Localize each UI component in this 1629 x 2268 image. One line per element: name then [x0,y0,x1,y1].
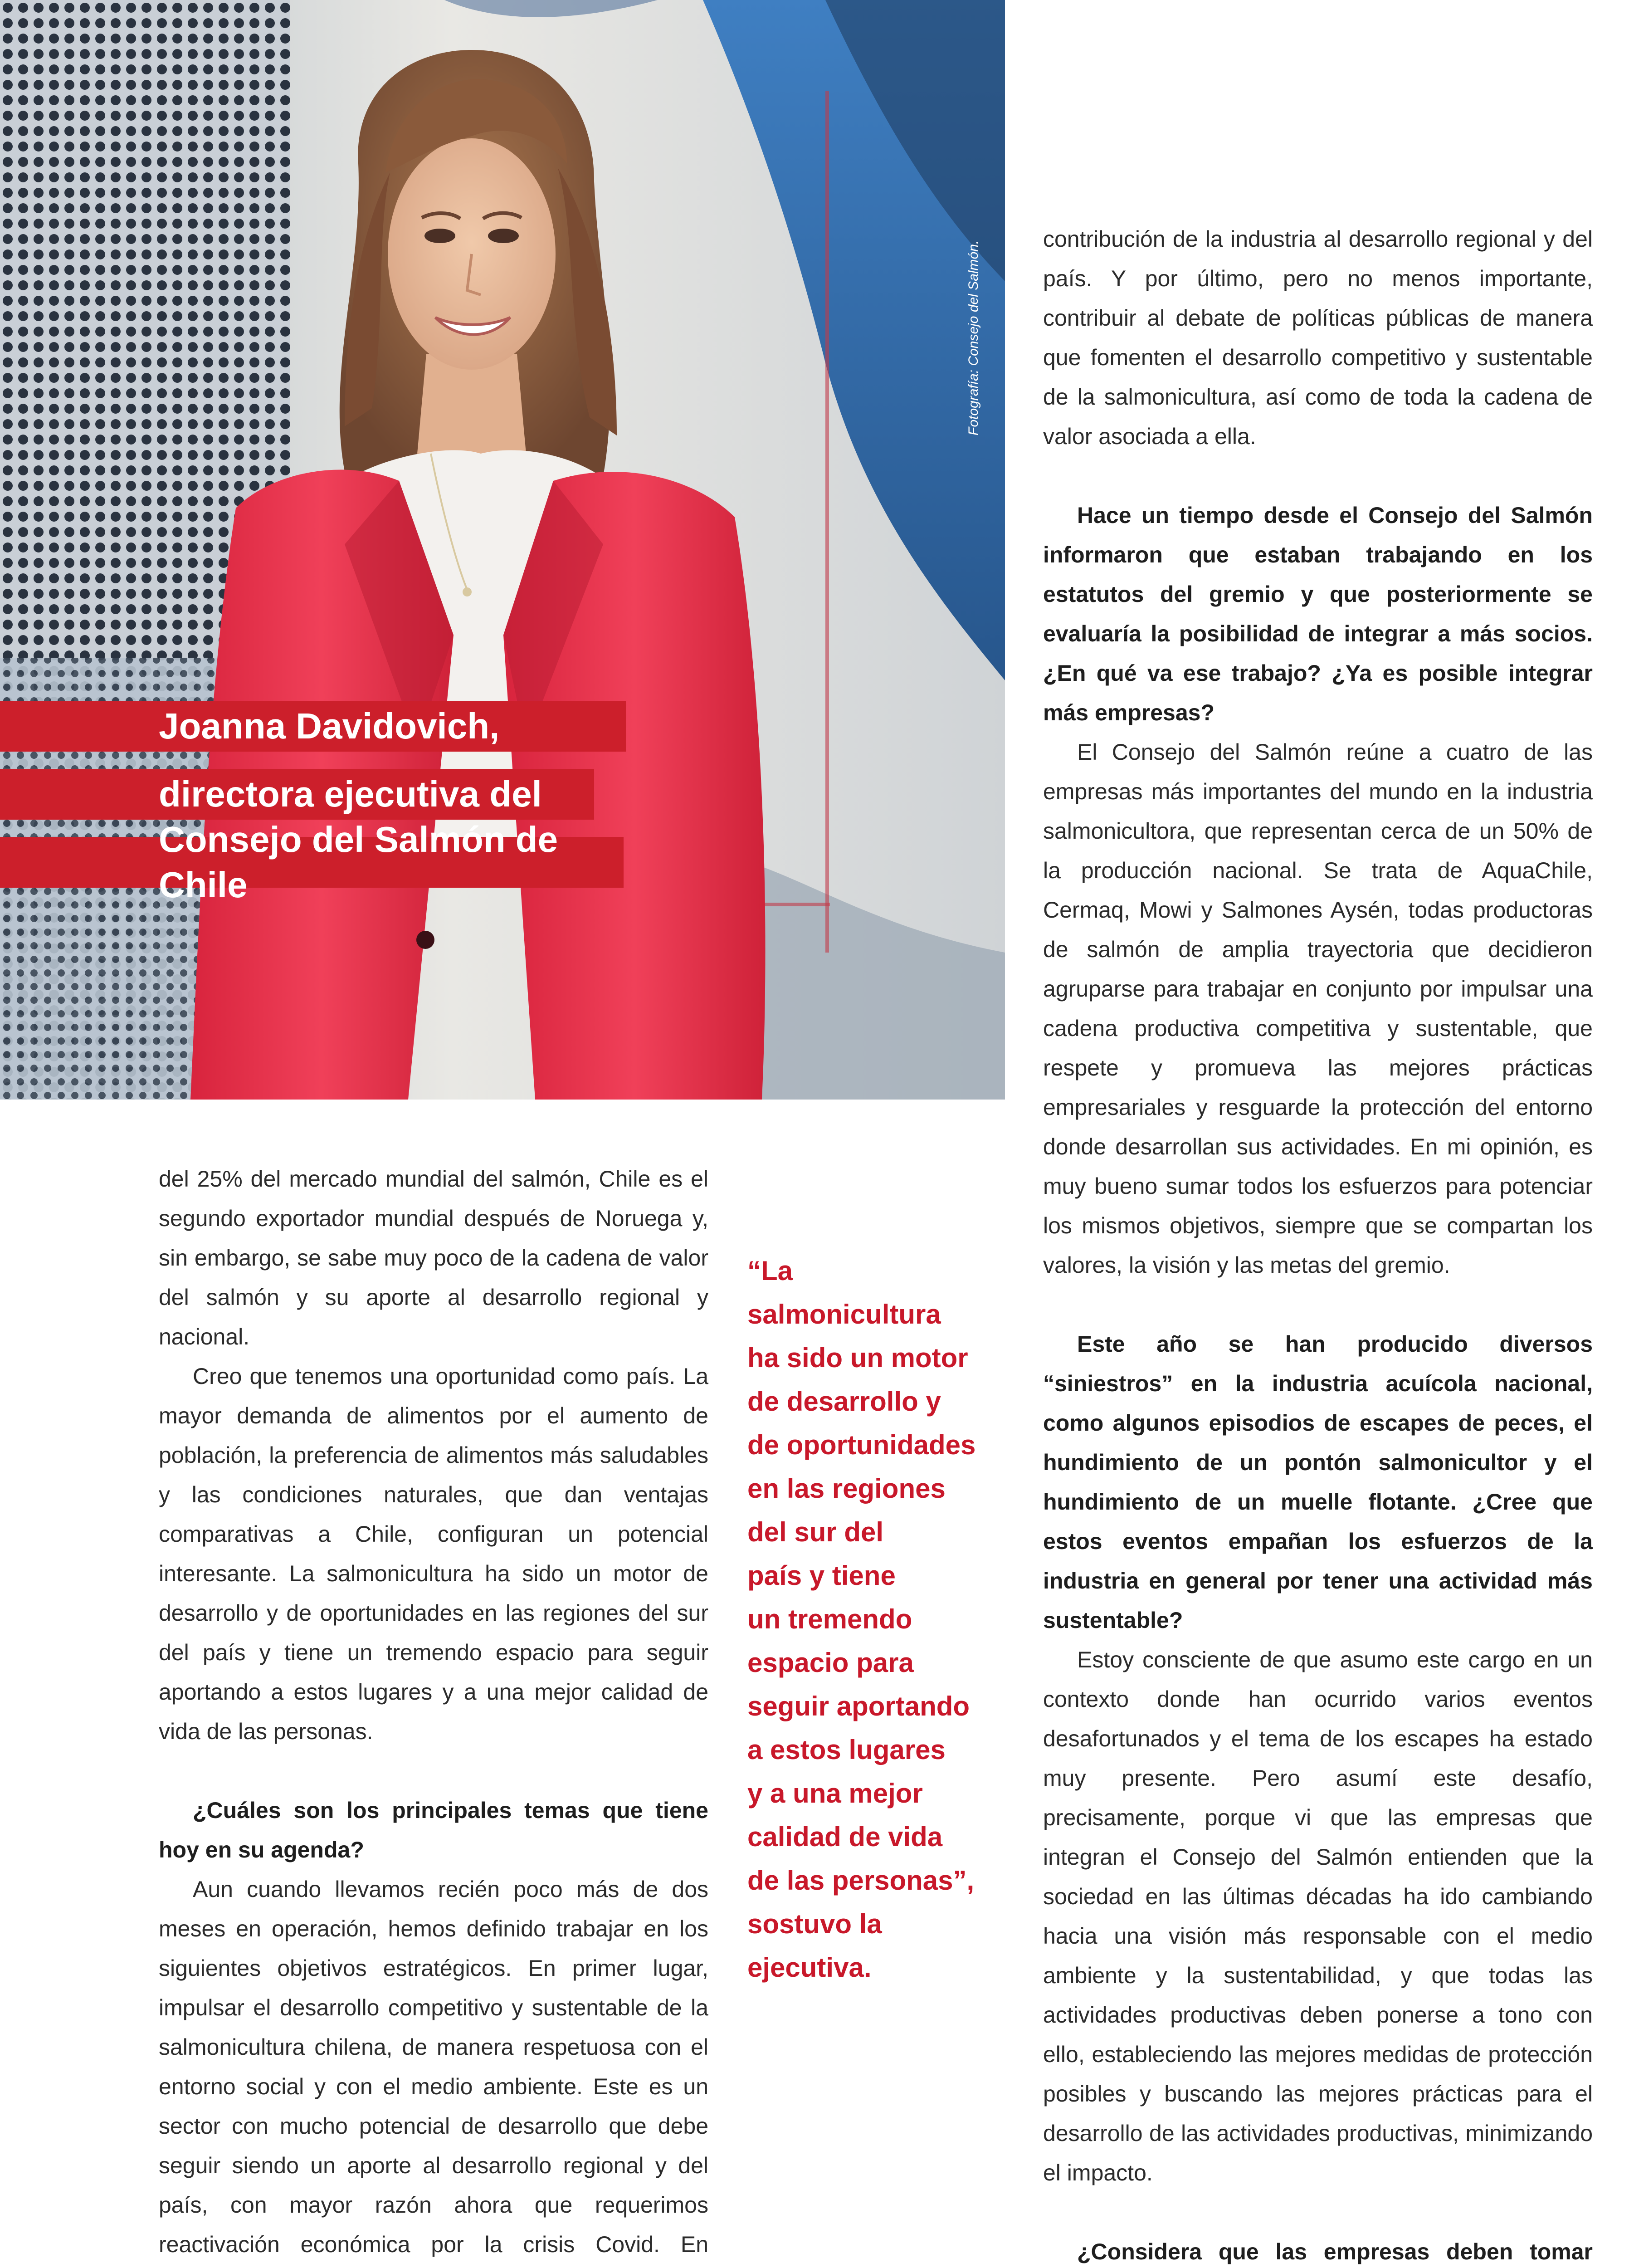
pull-quote-line: del sur del [747,1517,884,1547]
photo-credit-text: Fotografía: Consejo del Salmón. [966,240,981,435]
article-paragraph: El Consejo del Salmón reúne a cuatro de las empresas más importantes del mundo en la industria salmonicultora, que representan cerca de un 50% de la producción nacional. Se trata de AquaChile, Cermaq, Mowi y Salmones Aysén, todas productoras de salmón de amplia trayectoria que decidieron agruparse para trabajar en conjunto por impulsar una cadena productiva competitiva y sustentable, que respete y promueva las mejores prácticas empresariales y resguarde la protección del entorno donde desarrollan sus actividades. En mi opinión, es muy bueno sumar todos los esfuerzos para potenciar los mismos objetivos, siempre que se compartan los valores, la visión y las metas del gremio. [1043,739,1593,1278]
pull-quote-line: sostuvo la [747,1909,882,1939]
interview-question: ¿Considera que las empresas deben tomar [1077,2239,1593,2264]
article-paragraph: del 25% del mercado mundial del salmón, Chile es el segundo exportador mundial después de Noruega y, sin embargo, se sabe muy poco de la cadena de valor del salmón y su aporte al desarrollo regional y nacional. [159,1166,708,1349]
pull-quote-line: y a una mejor [747,1778,923,1809]
interview-question: ¿Cuáles son los principales temas que tiene hoy en su agenda? [159,1798,708,1862]
caption-role: directora ejecutiva del [159,774,542,814]
portrait-photo [0,0,1005,1100]
caption-line-1 [0,701,626,752]
article-paragraph: Estoy consciente de que asumo este cargo en un contexto donde han ocurrido varios eventos desafortunados y el tema de los escapes ha estado muy presente. Pero asumí este desafío, precisamente, porque vi que las empresas que integran el Consejo del Salmón entienden que la sociedad en las últimas décadas ha ido cambiando hacia una visión más responsable con el medio ambiente y la sustentabilidad, y que todas las actividades productivas deben ponerse a tono con ello, estableciendo las mejores medidas de protección posibles y buscando las mejores prácticas para el desarrollo de las actividades productivas, minimizando el impacto. [1043,1647,1593,2185]
caption-name: Joanna Davidovich, [159,706,500,746]
pull-quote-line: ha sido un motor [747,1343,968,1373]
interview-question: Hace un tiempo desde el Consejo del Salmón informaron que estaban trabajando en los estatutos del gremio y que posteriormente se evaluaría la posibilidad de integrar a más socios. ¿En qué va ese trabajo? ¿Ya es posible integrar más empresas? [1043,503,1593,725]
pull-quote-line: calidad de vida [747,1822,943,1852]
portrait-illustration [0,0,1005,1100]
caption-organization: Consejo del Salmón de Chile [159,819,558,905]
pull-quote-line: un tremendo [747,1604,912,1634]
pull-quote-line: espacio para [747,1647,914,1678]
pull-quote-line: en las regiones [747,1473,946,1504]
article-left-column [159,1159,708,2268]
caption-line-3 [0,819,624,905]
pull-quote-line: de las personas”, [747,1865,975,1896]
article-paragraph: Creo que tenemos una oportunidad como país. La mayor demanda de alimentos por el aumento de población, la preferencia de alimentos más saludables y las condiciones naturales, que dan ventajas comparativas a Chile, configuran un potencial interesante. La salmonicultura ha sido un motor de desarrollo y de oportunidades en las regiones del sur del país y tiene un tremendo espacio para seguir aportando a estos lugares y a una mejor calidad de vida de las personas. [159,1364,708,1744]
pull-quote-line: ejecutiva. [747,1952,872,1983]
interview-question: Este año se han producido diversos “siniestros” en la industria acuícola nacional, como algunos episodios de escapes de peces, el hundimiento de un pontón salmonicultor y el hundimiento de un muelle flotante. ¿Cree que estos eventos empañan los esfuerzos de la industria en general por tener una actividad más sustentable? [1043,1331,1593,1633]
pull-quote-line: seguir aportando [747,1691,970,1721]
pull-quote [747,1249,1010,1989]
photo-credit [961,227,989,435]
article-paragraph: Aun cuando llevamos recién poco más de dos meses en operación, hemos definido trabajar en los siguientes objetivos estratégicos. En primer lugar, impulsar el desarrollo competitivo y sustentable de la salmonicultura chilena, de manera respetuosa con el entorno social y con el medio ambiente. Este es un sector con mucho potencial de desarrollo que debe seguir siendo un aporte al desarrollo regional y del país, con mayor razón ahora que requerimos reactivación económica por la crisis Covid. En [159,1877,708,2257]
pull-quote-line: país y tiene [747,1560,896,1591]
caption-line-2 [0,769,594,820]
article-right-column [1043,220,1593,2268]
pull-quote-line: a estos lugares [747,1735,946,1765]
pull-quote-line: de desarrollo y [747,1386,941,1417]
pull-quote-line: de oportunidades [747,1430,976,1460]
pull-quote-line: salmonicultura [747,1299,941,1330]
article-paragraph: contribución de la industria al desarrollo regional y del país. Y por último, pero no menos importante, contribuir al debate de políticas públicas de manera que fomenten el desarrollo competitivo y sustentable de la salmonicultura, así como de toda la cadena de valor asociada a ella. [1043,226,1593,449]
pull-quote-line: “La [747,1256,793,1286]
